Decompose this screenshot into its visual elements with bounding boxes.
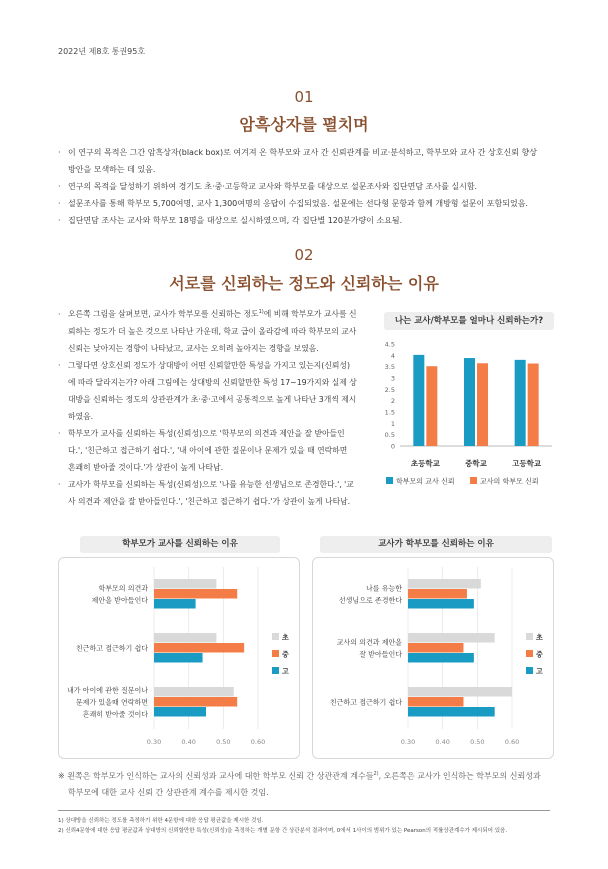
x-tick-label: 0.40 [181,738,196,746]
y-tick-label: 0.5 [384,431,395,440]
legend-label: 고 [282,667,289,676]
footnote-1: 1) 상대방을 신뢰하는 정도를 측정하기 위한 4문항에 대한 응답 평균값을 제시한 것임. [58,818,264,824]
bar-중 [408,589,467,599]
x-tick-label: 0.60 [250,738,266,746]
bar-parent [515,360,526,446]
category-label: 학부모의 의견과 [98,584,148,593]
bar-parent [464,358,475,446]
y-tick-label: 1 [390,419,395,428]
bullet-1: · 이 연구의 목적은 그간 암흑상자(black box)로 여겨져 온 학부모와 교사 간 신뢰관계를 비교·분석하고, 학부모와 교사 간 상호신뢰 향상 방안을 모색하는 데 있음. [58,144,558,178]
bullet-b: · 그렇다면 상호신뢰 정도가 상대방이 어떤 신뢰할만한 특성을 가지고 있는지(신뢰성) 에 따라 달라지는가? 아래 그림에는 상대방의 신뢰할만한 특성 17~19가지와 실제 상 대방을 신뢰하는 정도의 상관관계가 초·중·고에서 공통적으로 높게 나타난 3개씩 제시 하였음. [58,357,370,425]
x-tick-label: 0.30 [146,738,162,746]
bar-고 [154,707,206,717]
category-label: 내가 아이에 관한 질문이나 [66,686,148,695]
bar-중 [154,589,237,599]
category-label: 흔쾌히 받아줄 것이다 [82,710,148,719]
x-tick-label: 0.50 [216,738,231,746]
category-label: 친근하고 접근하기 쉽다 [75,644,148,653]
x-tick-label: 0.30 [400,738,416,746]
y-tick-label: 2 [390,397,395,406]
bar-중 [408,643,463,653]
x-tick-label: 초등학교 [410,459,440,468]
legend-swatch [272,650,279,657]
bullet-4: · 집단면담 조사는 교사와 학부모 18명을 대상으로 실시하였으며, 각 집단별 120분가량이 소요됨. [58,212,558,229]
category-label: 나를 유능한 [365,584,402,593]
trust-bar-chart [370,334,560,494]
section-1-bullets [58,144,558,229]
legend-swatch [386,477,393,484]
parent-reason-chart [58,557,300,759]
bullet-a: · 오른쪽 그림을 살펴보면, 교사가 학부모를 신뢰하는 정도$^{1)}$에 비해 학부모가 교사를 신 뢰하는 정도가 더 높은 것으로 나타난 가운데, 학교 급이 올라감에 따라 학부모의 교사 신뢰는 낮아지는 경향이 나타났고, 교사는 오히려 높아지는 경향을 보였음. [58,304,370,357]
bar-고 [154,599,196,609]
legend-swatch [526,650,533,657]
bar-고 [408,599,474,609]
bar-중 [154,697,237,707]
bar-parent [413,355,424,446]
section-1-title: 암흑상자를 펼치며 [239,115,369,134]
bullet-3: · 설문조사를 통해 학부모 5,700여명, 교사 1,300여명의 응답이 수집되었음. 설문에는 선다형 문항과 함께 개방형 설문이 포함되었음. [58,195,558,212]
legend-swatch [470,477,477,484]
legend-label: 학부모의 교사 신뢰 [396,477,455,486]
section-1-number: 01 [294,88,314,106]
y-tick-label: 4 [390,351,395,360]
bar-고 [408,707,495,717]
bar-고 [408,653,474,663]
section-2-title: 서로를 신뢰하는 정도와 신뢰하는 이유 [169,274,439,293]
category-label: 선생님으로 존경한다 [338,596,402,605]
legend-label: 중 [282,650,289,659]
category-label: 교사의 의견과 제안을 [336,638,402,647]
bullet-2: · 연구의 목적을 달성하기 위하여 경기도 초·중·고등학교 교사와 학부모를 대상으로 설문조사와 집단면담 조사를 실시함. [58,178,558,195]
category-label: 제안을 받아들인다 [91,596,148,605]
category-label: 친근하고 접근하기 쉽다 [329,698,402,707]
legend-label: 고 [536,667,543,676]
bullet-c: · 학부모가 교사를 신뢰하는 특성(신뢰성)으로 '학부모의 의견과 제안을 잘 받아들인 다.', '친근하고 접근하기 쉽다.', '내 아이에 관한 질문이나 문제가 있을 때 연락하면 흔쾌히 받아줄 것이다.'가 상관이 높게 나타남. [58,425,370,476]
bar-초 [408,687,512,697]
y-tick-label: 2.5 [384,385,395,394]
legend-label: 교사의 학부모 신뢰 [480,477,539,486]
section-2-text [58,304,370,510]
footnote-2: 2) 신뢰4문항에 대한 응답 평균값과 상대방의 신뢰할만한 특성(신뢰성)을 측정하는 개별 문항 간 상관분석 결과이며, 0에서 1사이의 범위가 있는 Pearson의 적률상관계수가 제시되어 있음. [58,828,508,834]
y-tick-label: 3.5 [384,363,395,372]
bar-초 [408,579,481,589]
y-tick-label: 3 [390,374,395,383]
x-tick-label: 0.60 [504,738,520,746]
chart-caption: ※ 왼쪽은 학부모가 인식하는 교사의 신뢰성과 교사에 대한 학부모 신뢰 간 상관관계 계수들$^{2)}$, 오른쪽은 교사가 인식하는 학부모의 신뢰성과 학부모에 대한 교사 신뢰 간 상관관계 계수를 제시한 것임. [58,771,541,797]
bar-teacher [528,363,539,446]
category-label: 잘 받아들인다 [359,650,402,659]
legend-label: 중 [536,650,543,659]
bar-초 [408,633,495,643]
bar-초 [154,633,216,643]
bar-고 [154,653,203,663]
bar-teacher [477,363,488,446]
parent-reason-title: 학부모가 교사를 신뢰하는 이유 [80,536,280,553]
legend-swatch [272,633,279,640]
legend-swatch [526,667,533,674]
legend-swatch [272,667,279,674]
x-tick-label: 중학교 [465,459,487,468]
x-tick-label: 0.50 [470,738,485,746]
category-label: 문제가 있을때 연락하면 [75,698,148,707]
legend-label: 초 [282,633,289,642]
section-2-number: 02 [294,246,314,264]
bullet-d: · 교사가 학부모를 신뢰하는 특성(신뢰성)으로 '나를 유능한 선생님으로 존경한다.', '교 사 의견과 제안을 잘 받아들인다.', '친근하고 접근하기 쉽다.'가 상관이 높게 나타남. [58,476,370,510]
bar-teacher [426,366,437,446]
teacher-reason-chart [312,557,554,759]
bar-초 [154,687,234,697]
footnotes [58,816,553,836]
teacher-reason-title: 교사가 학부모를 신뢰하는 이유 [320,536,552,553]
y-tick-label: 0 [390,442,395,451]
legend-label: 초 [536,633,543,642]
bar-중 [154,643,244,653]
bar-중 [408,697,463,707]
y-tick-label: 4.5 [384,340,395,349]
x-tick-label: 고등학교 [512,459,542,468]
y-tick-label: 1.5 [384,408,395,417]
trust-chart-title: 나는 교사/학부모를 얼마나 신뢰하는가? [384,312,554,330]
issue-label: 2022년 제8호 통권95호 [58,47,146,56]
x-tick-label: 0.40 [435,738,450,746]
legend-swatch [526,633,533,640]
footnote-rule [58,810,550,811]
bar-초 [154,579,216,589]
